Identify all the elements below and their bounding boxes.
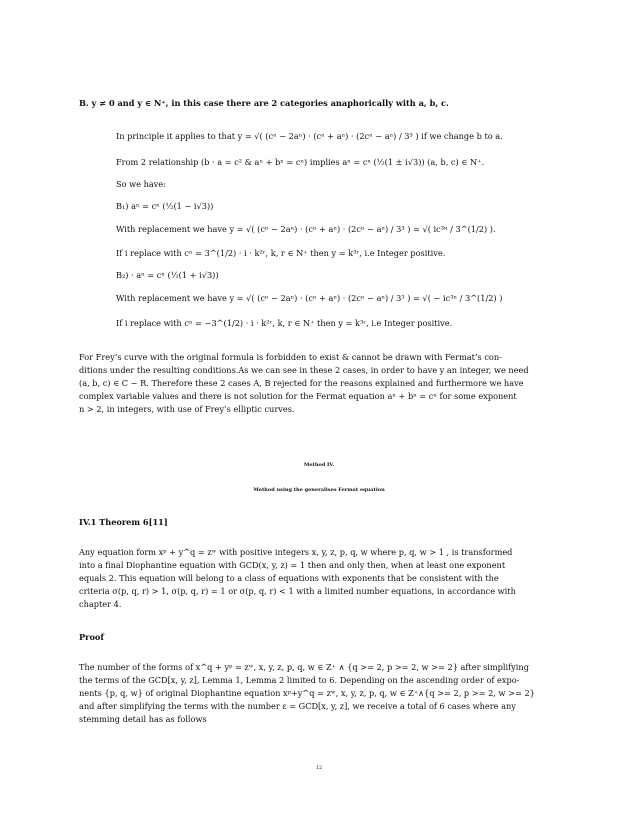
case-b1-replacement: With replacement we have y = √( (cⁿ − 2aⁿ) · (cⁿ + aⁿ) · (2cⁿ − aⁿ) / 3³ ) = √( ic³ⁿ / 3^(1/2) ).	[116, 224, 496, 234]
equation-line-2: From 2 relationship (b · a = c² & aⁿ + bⁿ = cⁿ) implies aⁿ = cⁿ (½(1 ± i√3)) (a, b, c) ∈ N⁺.	[116, 157, 485, 167]
case-b2-replacement: With replacement we have y = √( (cⁿ − 2aⁿ) · (cⁿ + aⁿ) · (2cⁿ − aⁿ) / 3³ ) = √( − ic³ⁿ / 3^(1/2) )	[116, 293, 503, 303]
case-b1-integer: If i replace with cⁿ = 3^(1/2) · i · k²ʳ, k, r ∈ N⁺ then y = k³ʳ, i.e Integer positive.	[116, 248, 446, 258]
equation-line-1: In principle it applies to that y = √( (cⁿ − 2aⁿ) · (cⁿ + aⁿ) · (2cⁿ − aⁿ) / 3³ ) if we change b to a.	[116, 131, 503, 141]
proof-line-3: nents {p, q, w} of original Diophantine equation xᵖ+y^q = zʷ, x, y, z, p, q, w ∈ Z⁺∧{q >= 2, p >= 2, w >= 2}	[79, 688, 535, 698]
theorem-line-3: equals 2. This equation will belong to a class of equations with exponents that be consistent with the	[79, 573, 499, 583]
theorem-line-2: into a final Diophantine equation with GCD(x, y, z) = 1 then and only then, when at least one exponent	[79, 560, 506, 570]
proof-heading: Proof	[79, 632, 104, 642]
so-we-have: So we have:	[116, 179, 166, 189]
theorem-heading: IV.1 Theorem 6[11]	[79, 517, 168, 527]
method-title: Method IV.	[303, 462, 335, 468]
case-b2: B₂) · aⁿ = cⁿ (½(1 + i√3))	[116, 270, 219, 280]
frey-line-3: (a, b, c) ∈ C − R. Therefore these 2 cases A, B rejected for the reasons explained and furthermore we have	[79, 378, 524, 388]
proof-line-2: the terms of the GCD[x, y, z], Lemma 1, Lemma 2 limited to 6. Depending on the ascending order of expo-	[79, 675, 520, 685]
method-subtitle: Method using the generalises Fermat equation	[253, 487, 385, 493]
frey-line-5: n > 2, in integers, with use of Frey’s elliptic curves.	[79, 404, 295, 414]
case-b1: B₁) aⁿ = cⁿ (½(1 − i√3))	[116, 201, 214, 211]
theorem-line-5: chapter 4.	[79, 599, 122, 609]
proof-line-1: The number of the forms of x^q + yᵖ = zʷ, x, y, z, p, q, w ∈ Z⁺ ∧ {q >= 2, p >= 2, w >= 2} after simplifying	[79, 662, 529, 672]
frey-line-4: complex variable values and there is not solution for the Fermat equation aⁿ + bⁿ = cⁿ for some exponent	[79, 391, 517, 401]
theorem-line-4: criteria σ(p, q, r) > 1, σ(p, q, r) = 1 or σ(p, q, r) < 1 with a limited number equations, in accordance with	[79, 586, 516, 596]
theorem-line-1: Any equation form xᵖ + y^q = zʷ with positive integers x, y, z, p, q, w where p, q, w > 1 , is transformed	[79, 547, 513, 557]
section-b-heading: B. y ≠ 0 and y ∈ N⁺, in this case there are 2 categories anaphorically with a, b, c.	[79, 98, 449, 108]
case-b2-integer: If i replace with cⁿ = −3^(1/2) · i · k²ʳ, k, r ∈ N⁺ then y = k³ʳ, i.e Integer positive.	[116, 318, 453, 328]
frey-line-2: ditions under the resulting conditions.As we can see in these 2 cases, in order to have y an integer, we need	[79, 365, 529, 375]
frey-line-1: For Frey’s curve with the original formula is forbidden to exist & cannot be drawn with Fermat’s con-	[79, 352, 502, 362]
proof-line-4: and after simplifying the terms with the number ε = GCD[x, y, z], we receive a total of 6 cases where any	[79, 701, 516, 711]
proof-line-5: stemming detail has as follows	[79, 714, 207, 724]
page-number: 12	[315, 766, 323, 771]
